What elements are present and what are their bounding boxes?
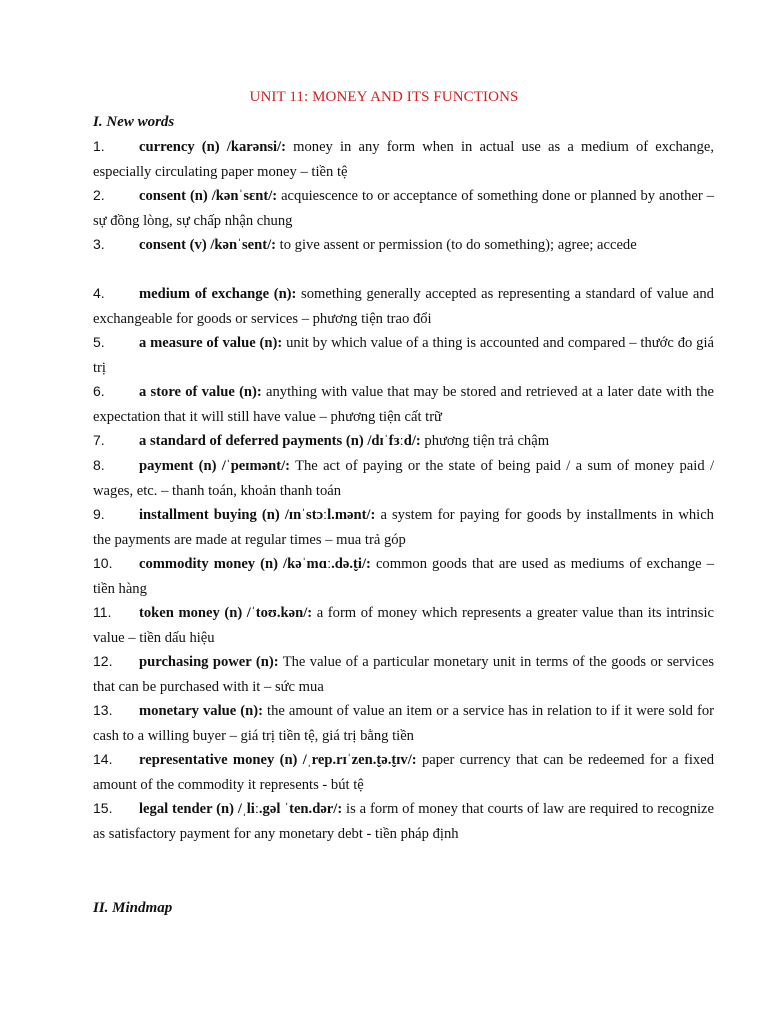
- entry-definition: is a form of money that courts of law are required to recognize as satisfactory payment for any monetary debt - tiền pháp định: [93, 801, 714, 842]
- entry-definition: money in any form when in actual use as a medium of exchange, especially circulating paper money – tiền tệ: [93, 139, 714, 180]
- vocab-entry: [93, 649, 714, 699]
- entry-term: consent (n) /kənˈsɛnt/:: [139, 188, 278, 204]
- entry-definition: anything with value that may be stored and retrieved at a later date with the expectation that it will still have value – phương tiện cất trữ: [93, 384, 714, 425]
- vocab-entry: [93, 330, 714, 380]
- entry-number: 13.: [93, 702, 113, 718]
- entry-term: a measure of value (n):: [139, 335, 283, 351]
- entry-number: 11.: [93, 604, 112, 620]
- vocab-entry: [93, 551, 714, 601]
- vocab-entry: [93, 600, 714, 650]
- entry-term: consent (v) /kənˈsent/:: [139, 237, 277, 253]
- entry-term: a store of value (n):: [139, 384, 262, 400]
- entry-number: 4.: [93, 285, 105, 301]
- entry-term: representative money (n) /ˌrep.rɪˈzen.t̬ə.t̬ɪv/:: [139, 752, 417, 768]
- entry-definition: The act of paying or the state of being paid / a sum of money paid / wages, etc. – thanh toán, khoản thanh toán: [93, 458, 714, 499]
- entry-term: monetary value (n):: [139, 703, 263, 719]
- entry-number: 15.: [93, 800, 113, 816]
- entry-number: 8.: [93, 457, 105, 473]
- entry-term: currency (n) /karənsi/:: [139, 139, 286, 155]
- entry-number: 6.: [93, 383, 105, 399]
- vocab-entry: [93, 232, 714, 258]
- vocab-entry: [93, 453, 714, 503]
- vocab-entry: [93, 183, 714, 233]
- entry-term: token money (n) /ˈtoʊ.kən/:: [139, 605, 313, 621]
- entry-definition: unit by which value of a thing is accounted and compared – thước đo giá trị: [93, 335, 714, 376]
- entry-definition: the amount of value an item or a service has in relation to if it were sold for cash to a willing buyer – giá trị tiền tệ, giá trị bằng tiền: [93, 703, 714, 744]
- vocab-entry: [93, 502, 714, 552]
- entry-definition: to give assent or permission (to do something); agree; accede: [279, 237, 637, 253]
- entry-term: purchasing power (n):: [139, 654, 279, 670]
- section-heading-new-words: I. New words: [93, 114, 175, 130]
- entry-definition: phương tiện trả chậm: [424, 433, 550, 449]
- entry-number: 1.: [93, 138, 105, 154]
- entry-term: commodity money (n) /kəˈmɑː.də.t̬i/:: [139, 556, 371, 572]
- section-heading-mindmap: II. Mindmap: [93, 900, 173, 916]
- entry-number: 10.: [93, 555, 113, 571]
- entry-definition: common goods that are used as mediums of exchange – tiền hàng: [93, 556, 714, 597]
- vocab-entry: [93, 747, 714, 797]
- entry-definition: acquiescence to or acceptance of something done or planned by another – sự đồng lòng, sự chấp nhận chung: [93, 188, 714, 229]
- entry-number: 5.: [93, 334, 105, 350]
- entry-number: 2.: [93, 187, 105, 203]
- vocab-entry: [93, 281, 714, 331]
- entry-term: payment (n) /ˈpeɪmənt/:: [139, 458, 291, 474]
- entry-definition: paper currency that can be redeemed for a fixed amount of the commodity it represents - bút tệ: [93, 752, 714, 793]
- entry-term: a standard of deferred payments (n) /dɪˈfɜːd/:: [139, 433, 421, 449]
- entry-term: medium of exchange (n):: [139, 286, 297, 302]
- entry-term: installment buying (n) /ɪnˈstɔːl.mənt/:: [139, 507, 376, 523]
- vocab-entry: [93, 796, 714, 846]
- page-title: UNIT 11: MONEY AND ITS FUNCTIONS: [249, 89, 519, 105]
- entry-definition: a form of money which represents a greater value than its intrinsic value – tiền dấu hiệu: [93, 605, 714, 646]
- entry-term: legal tender (n) /ˌliː.gəl ˈten.dər/:: [139, 801, 343, 817]
- entry-number: 14.: [93, 751, 113, 767]
- entry-number: 9.: [93, 506, 105, 522]
- vocab-entry: [93, 428, 714, 454]
- entry-number: 7.: [93, 432, 105, 448]
- entry-definition: something generally accepted as representing a standard of value and exchangeable for goods or services – phương tiện trao đổi: [93, 286, 714, 327]
- entry-definition: a system for paying for goods by installments in which the payments are made at regular times – mua trả góp: [93, 507, 714, 548]
- vocab-entry: [93, 698, 714, 748]
- entry-number: 3.: [93, 236, 105, 252]
- vocab-entry: [93, 134, 714, 184]
- entry-definition: The value of a particular monetary unit in terms of the goods or services that can be purchased with it – sức mua: [93, 654, 715, 695]
- entry-number: 12.: [93, 653, 113, 669]
- vocab-entry: [93, 379, 714, 429]
